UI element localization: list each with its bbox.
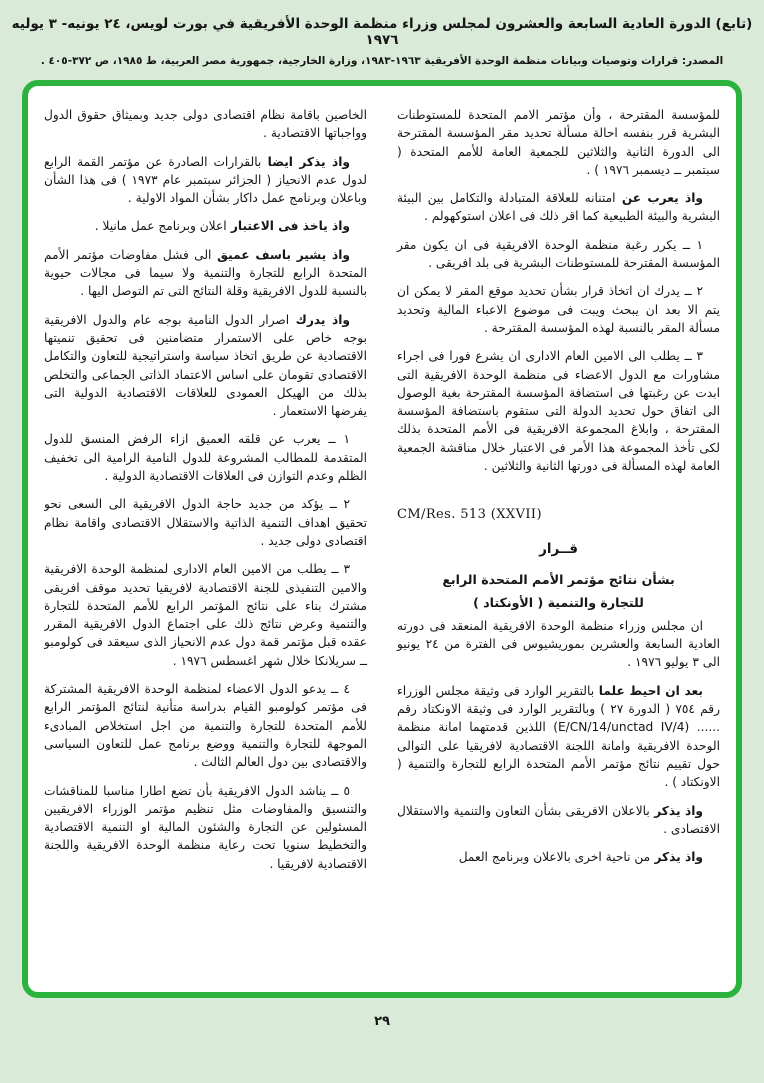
paragraph: ١ ــ يكرر رغبة منظمة الوحدة الافريقية فى ان يكون مقر المؤسسة المقترحة للمستوطنات البشرية فى بلد افريقى . [397, 237, 720, 271]
paragraph: واذ يعرب عن امتنانه للعلاقة المتبادلة والتكامل بين البيئة البشرية والبيئة الطبيعية كما اقر ذلك فى اعلان استوكهولم . [397, 191, 720, 224]
paragraph: بعد ان احيط علما بالتقرير الوارد فى وثيقة مجلس الوزراء رقم ٧٥٤ ( الدورة ٢٧ ) وبالتقرير الوارد فى وثيقة الاونكتاد رقم ...... (E/CN/14/unctad IV/4) اللذين قدمتهما امانة منظمة الوحدة الافريقية وامانة اللجنة الاقتصادية لافريقيا على التوالى حول تقييم نتائج مؤتمر الأمم المتحدة الرابع للتجارة والتنمية ( الاونكتاد ) . [397, 683, 720, 790]
paragraph: واذ يذكر من ناحية اخرى بالاعلان وبرنامج العمل [458, 850, 703, 865]
paragraph: واذ يذكر ايضا بالقرارات الصادرة عن مؤتمر القمة الرابع لدول عدم الانحياز ( الجزائر سبتمبر عام ١٩٧٣ ) فى هذا الشأن وباعلان وبرنامج عمل داكار بشأن المواد الاولية . [44, 154, 367, 206]
paragraph: ٢ ــ يؤكد من جديد حاجة الدول الافريقية الى السعى نحو تحقيق اهداف التنمية الذاتية والاستقلال الاقتصادى واقامة نظام اقتصادى دولى جديد . [44, 497, 367, 548]
paragraph: ٥ ــ يناشد الدول الافريقية بأن تضع اطارا مناسبا للمناقشات والتنسيق والمفاوضات مثل تنظيم مؤتمر الوزراء الافريقيين المسئولين عن التجارة والشئون المالية او التنمية الاقتصادية والتخطيط سنويا تحت رعاية منظمة الوحدة الافريقية واللجنة الاقتصادية لافريقيا . [44, 783, 367, 871]
session-title: (تابع) الدورة العادية السابعة والعشرون لمجلس وزراء منظمة الوحدة الأفريقية في بورت لويس، ٢٤ يونيه- ٣ يوليه ١٩٧٦ [11, 16, 753, 48]
paragraph: واذ ياخذ فى الاعتبار اعلان وبرنامج عمل مانيلا . [94, 219, 350, 234]
page-header [0, 0, 764, 67]
resolution-subtitle: بشأن نتائج مؤتمر الأمم المتحدة الرابع [442, 572, 675, 588]
resolution-code: CM/Res. 513 (XXVII) [397, 507, 542, 523]
two-column-text [44, 106, 720, 982]
paragraph: ٤ ــ يدعو الدول الاعضاء لمنظمة الوحدة الافريقية المشتركة فى مؤتمر كولومبو القيام بدراسة متأنية لنتائج المؤتمر الرابع للأمم المتحدة للتجارة والتنمية من اجل استخلاص المبادىء الموجهة للتجارة والتنمية ووضع برنامج عمل للتعاون السياسى والاقتصادى بين دول العالم الثالث . [44, 682, 367, 770]
green-border-frame [22, 80, 742, 998]
resolution-subtitle: للتجارة والتنمية ( الأونكتاد ) [473, 594, 644, 610]
resolution-title: قــرار [539, 540, 578, 557]
column-right [397, 106, 720, 982]
column-left [44, 106, 367, 982]
paragraph: واذ يذكر بالاعلان الافريقى بشأن التعاون والتنمية والاستقلال الاقتصادى . [397, 803, 720, 836]
paragraph: ١ ــ يعرب عن قلقه العميق ازاء الرفض المنسق للدول المتقدمة للمطالب المشروعة للدول النامية الرامية الى تخفيف الظلم وعدم التوازن فى العلاقات الاقتصادية الدولية . [44, 432, 367, 484]
paragraph: ان مجلس وزراء منظمة الوحدة الافريقية المنعقد فى دورته العادية السابعة والعشرين بموريشيوس فى الفترة من ٢٤ يونيو الى ٣ يوليو ١٩٧٦ . [397, 618, 720, 670]
paragraph: واذ يدرك اصرار الدول النامية بوجه عام والدول الافريقية بوجه خاص على الاستمرار متضامنين فى تحقيق تنميتها الاقتصادية عن طريق اتخاذ سياسة واستراتيجية للتعاون والتكامل الاقتصادى تقومان على اساس الاعتماد الذاتى الجماعى والتخلص بذلك من الهيكل العمودى للعلاقات الاقتصادية الدولية التى يفرضها الاستعمار . [44, 312, 367, 419]
paragraph: واذ يشير باسف عميق الى فشل مفاوضات مؤتمر الأمم المتحدة الرابع للتجارة والتنمية ولا سيما فى مجالات حيوية بالنسبة للدول الافريقية وقلة النتائج التى تم التوصل اليها . [44, 247, 367, 299]
paragraph: ٢ ــ يدرك ان اتخاذ قرار بشأن تحديد موقع المقر لا يمكن ان يتم الا بعد ان يبحث ويبت فى موضوع الاعباء المالية وتحديد مسألة المقر بالنسبة لهذه المؤسسة المقترحة . [397, 284, 720, 335]
page-number: ٢٩ [374, 1014, 390, 1029]
paragraph: للمؤسسة المقترحة ، وأن مؤتمر الامم المتحدة للمستوطنات البشرية قرر بنفسه احالة مسألة تحديد مقر المؤسسة المقترحة الى الدورة الثانية والثلاثين للجمعية العامة للأمم المتحدة ( سبتمبر ــ ديسمبر ١٩٧٦ ) . [397, 108, 720, 177]
source-citation: المصدر: قرارات وتوصيات وبيانات منظمة الوحدة الأفريقية ١٩٦٣-١٩٨٣، وزارة الخارجية، جمهورية مصر العربية، ط ١٩٨٥، ص ٣٧٢-٤٠٥ . [40, 55, 724, 67]
paragraph: ٣ ــ يطلب الى الامين العام الادارى ان يشرع فورا فى اجراء مشاورات مع الدول الاعضاء فى منظمة الوحدة الافريقية التى ابدت عن رغبتها فى استضافة المؤسسة المقترحة بغية الوصول الى اتفاق حول تحديد الدولة التى ستقوم باستضافة المؤسسة المقترحة ، وابلاغ المجموعة الافريقية فى الأمم المتحدة بذلك لكى تأخذ المجموعة هذا الأمر فى الاعتبار خلال مناقشة الجمعية العامة لهذه المسألة فى دورتها الثانية والثلاثين . [397, 349, 720, 474]
paragraph: الخاصين باقامة نظام اقتصادى دولى جديد وبميثاق حقوق الدول وواجباتها الاقتصادية . [44, 108, 367, 141]
paragraph: ٣ ــ يطلب من الامين العام الادارى لمنظمة الوحدة الافريقية والامين التنفيذى للجنة الاقتصادية لافريقيا تحديد موقف افريقى مشترك بناء على نتائج المؤتمر الرابع للأمم المتحدة للتجارة والتنمية وعرض نتائج ذلك على اجتماع الدول الافريقية المقرر عقده قبل مؤتمر قمة دول عدم الانحياز الذى سيعقد فى كولومبو ــ سريلانكا خلال شهر اغسطس ١٩٧٦ . [44, 562, 367, 668]
